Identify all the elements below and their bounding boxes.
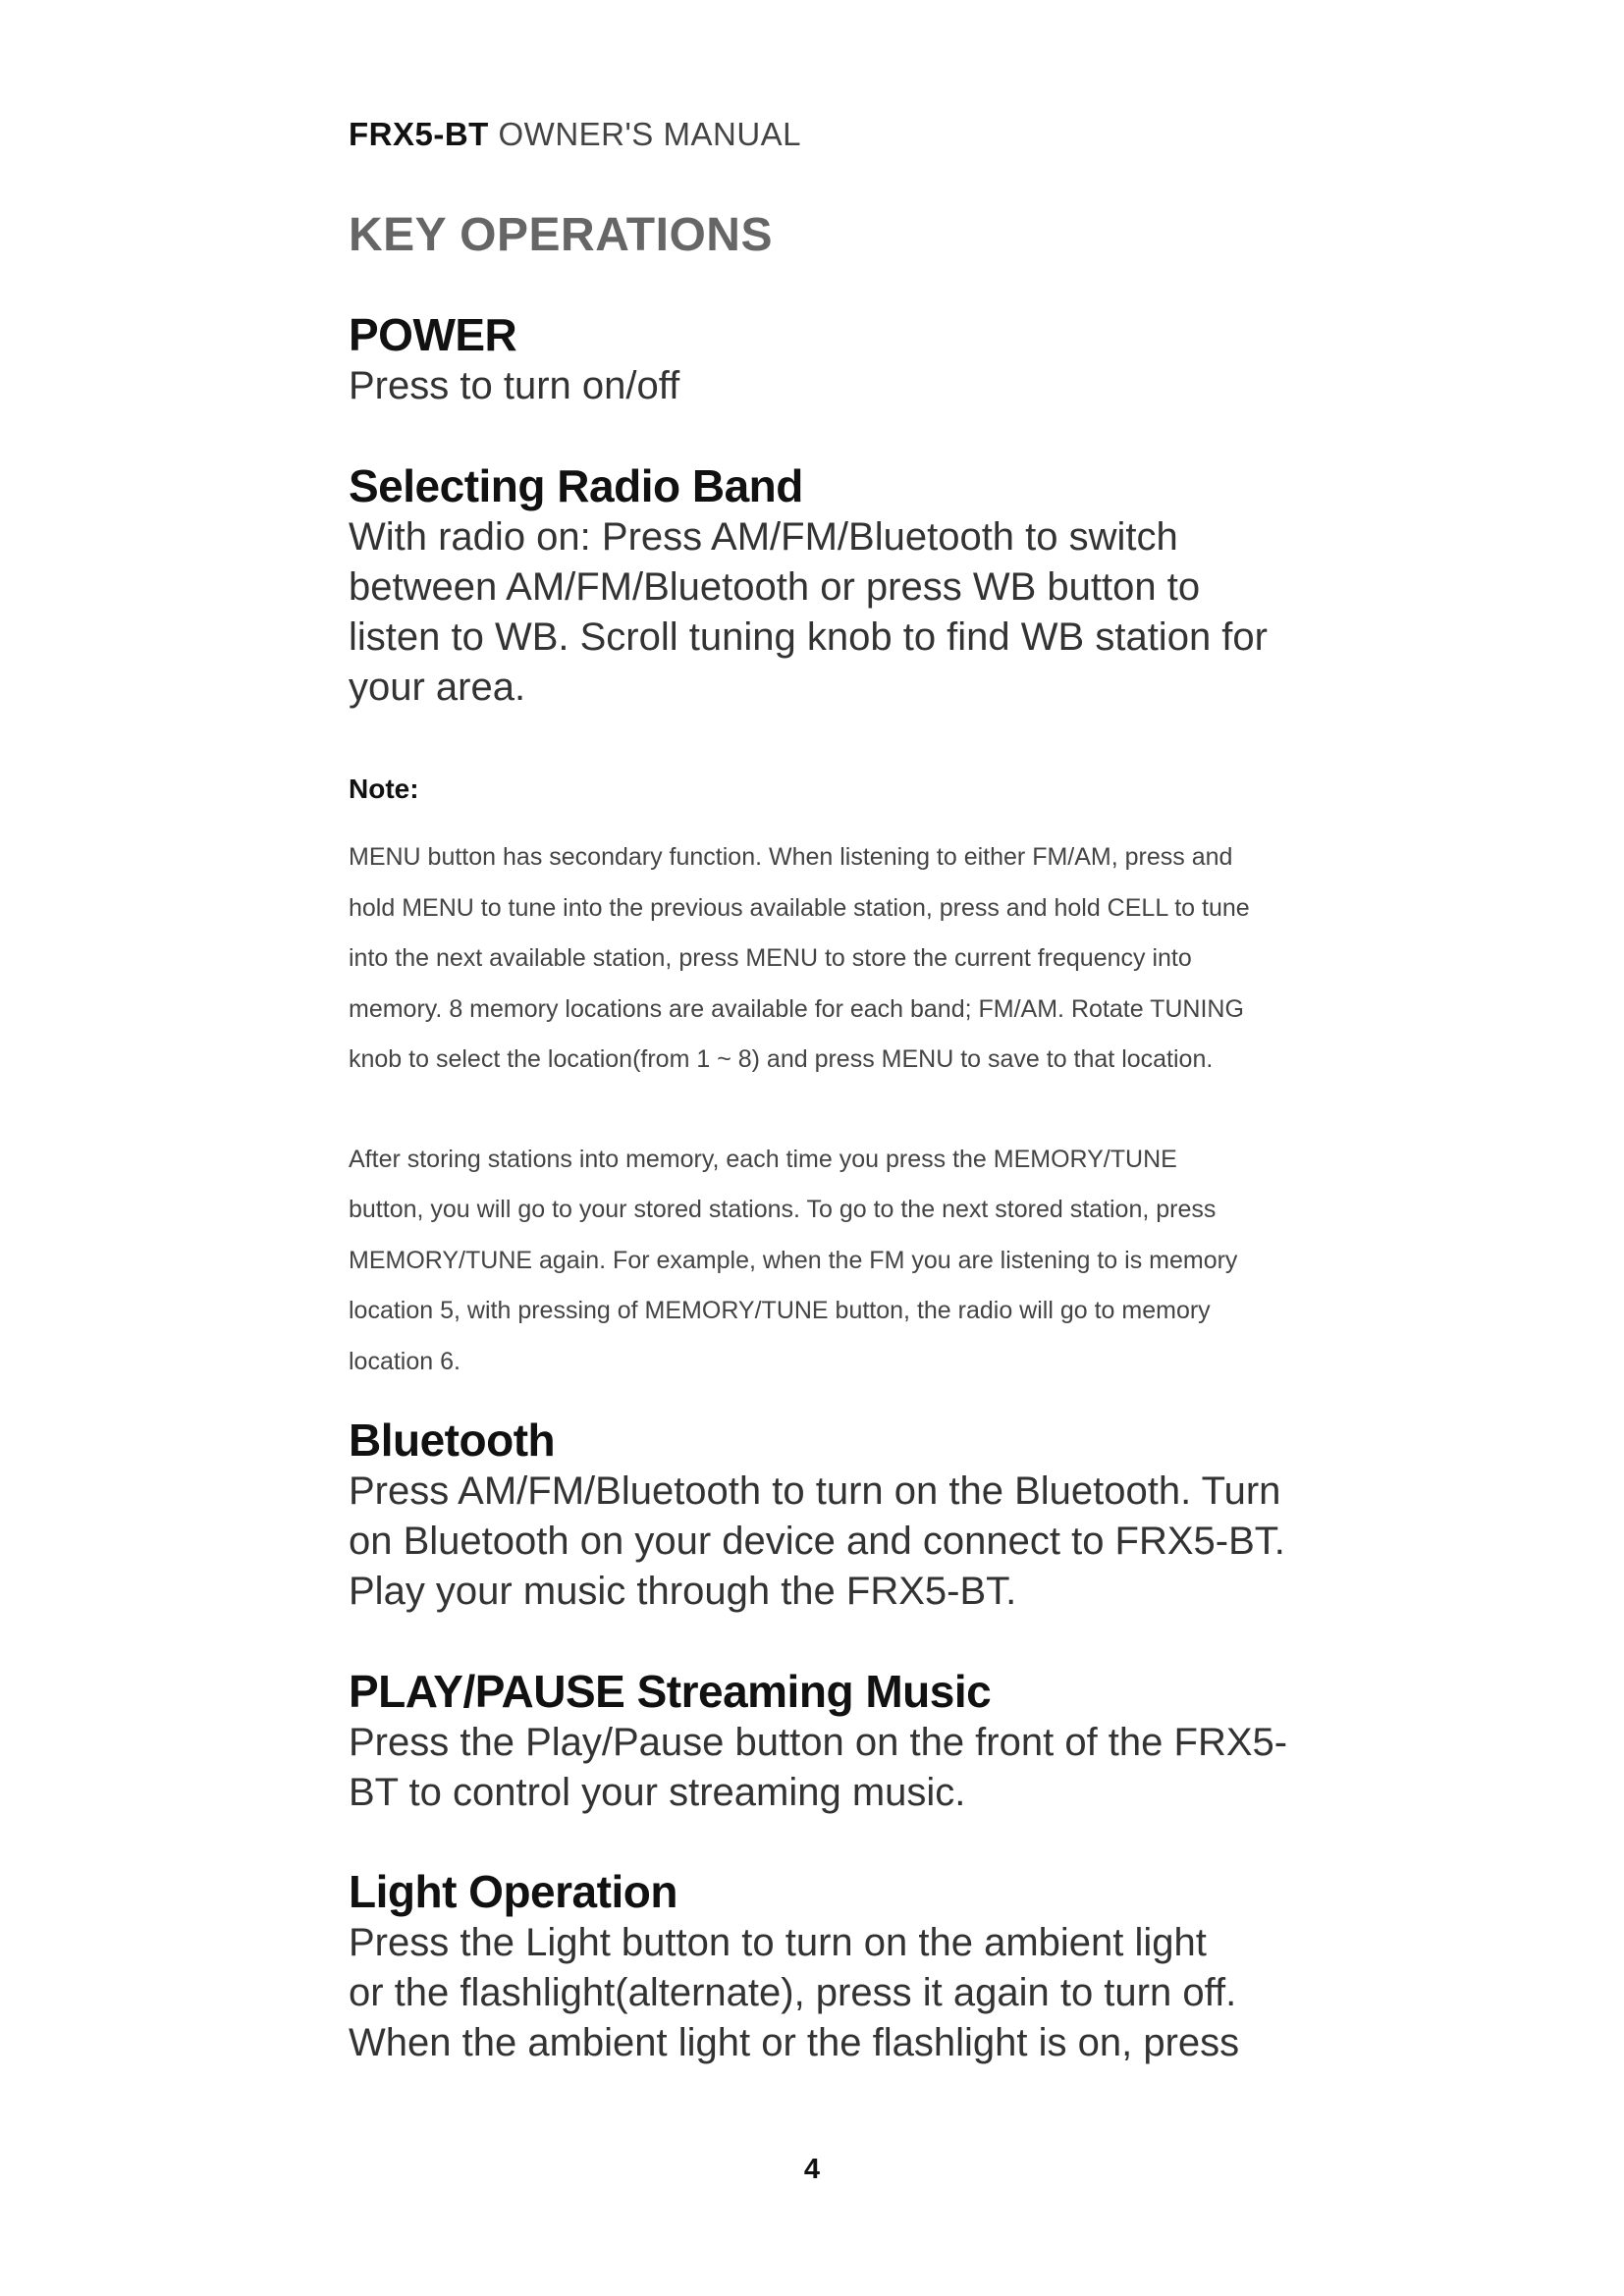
note-section — [349, 774, 1311, 1387]
bluetooth-heading: Bluetooth — [349, 1415, 556, 1466]
power-line: Press to turn on/off — [349, 364, 680, 407]
page-header — [349, 116, 801, 153]
note-paragraph-1 — [349, 832, 1311, 1086]
note-line: MENU button has secondary function. When listening to either FM/AM, press and — [349, 843, 1233, 871]
play-pause-line: BT to control your streaming music. — [349, 1771, 966, 1814]
bluetooth-text — [349, 1467, 1311, 1617]
play-pause-line: Press the Play/Pause button on the front of the FRX5- — [349, 1721, 1288, 1764]
note-line: location 6. — [349, 1347, 460, 1375]
play-pause-section — [349, 1665, 1311, 1818]
radio-band-line: between AM/FM/Bluetooth or press WB button to — [349, 565, 1201, 609]
bluetooth-line: on Bluetooth on your device and connect to FRX5-BT. — [349, 1520, 1285, 1563]
light-text — [349, 1918, 1311, 2068]
page-number: 4 — [803, 2154, 821, 2185]
light-line: Press the Light button to turn on the ambient light — [349, 1921, 1207, 1964]
note-line: hold MENU to tune into the previous available station, press and hold CELL to tune — [349, 893, 1250, 922]
note-line: memory. 8 memory locations are available for each band; FM/AM. Rotate TUNING — [349, 994, 1244, 1023]
light-heading: Light Operation — [349, 1866, 677, 1917]
play-pause-text — [349, 1718, 1311, 1818]
section-title: KEY OPERATIONS — [349, 209, 773, 261]
note-line: knob to select the location(from 1 ~ 8) and press MENU to save to that location. — [349, 1045, 1214, 1073]
light-section — [349, 1865, 1311, 2068]
document-title: OWNER'S MANUAL — [498, 116, 802, 152]
note-line: location 5, with pressing of MEMORY/TUNE button, the radio will go to memory — [349, 1297, 1211, 1324]
radio-band-line: your area. — [349, 666, 526, 709]
note-line: button, you will go to your stored stations. To go to the next stored station, press — [349, 1196, 1217, 1223]
radio-band-line: With radio on: Press AM/FM/Bluetooth to switch — [349, 515, 1178, 559]
note-label: Note: — [349, 774, 419, 804]
radio-band-section — [349, 459, 1311, 713]
model-name: FRX5-BT — [349, 116, 489, 152]
note-paragraph-2 — [349, 1135, 1311, 1388]
play-pause-heading: PLAY/PAUSE Streaming Music — [349, 1666, 992, 1717]
note-line: into the next available station, press MENU to store the current frequency into — [349, 944, 1192, 972]
light-line: When the ambient light or the flashlight is on, press — [349, 2021, 1240, 2064]
note-line: After storing stations into memory, each time you press the MEMORY/TUNE — [349, 1145, 1177, 1173]
power-section — [349, 308, 1311, 411]
light-line: or the flashlight(alternate), press it again to turn off. — [349, 1971, 1237, 2014]
power-text — [349, 361, 1311, 411]
radio-band-heading: Selecting Radio Band — [349, 460, 803, 511]
power-heading: POWER — [349, 309, 517, 360]
note-line: MEMORY/TUNE again. For example, when the FM you are listening to is memory — [349, 1246, 1238, 1274]
radio-band-text — [349, 512, 1311, 713]
bluetooth-section — [349, 1414, 1311, 1617]
bluetooth-line: Press AM/FM/Bluetooth to turn on the Bluetooth. Turn — [349, 1469, 1281, 1513]
bluetooth-line: Play your music through the FRX5-BT. — [349, 1570, 1017, 1613]
radio-band-line: listen to WB. Scroll tuning knob to find WB station for — [349, 615, 1268, 659]
